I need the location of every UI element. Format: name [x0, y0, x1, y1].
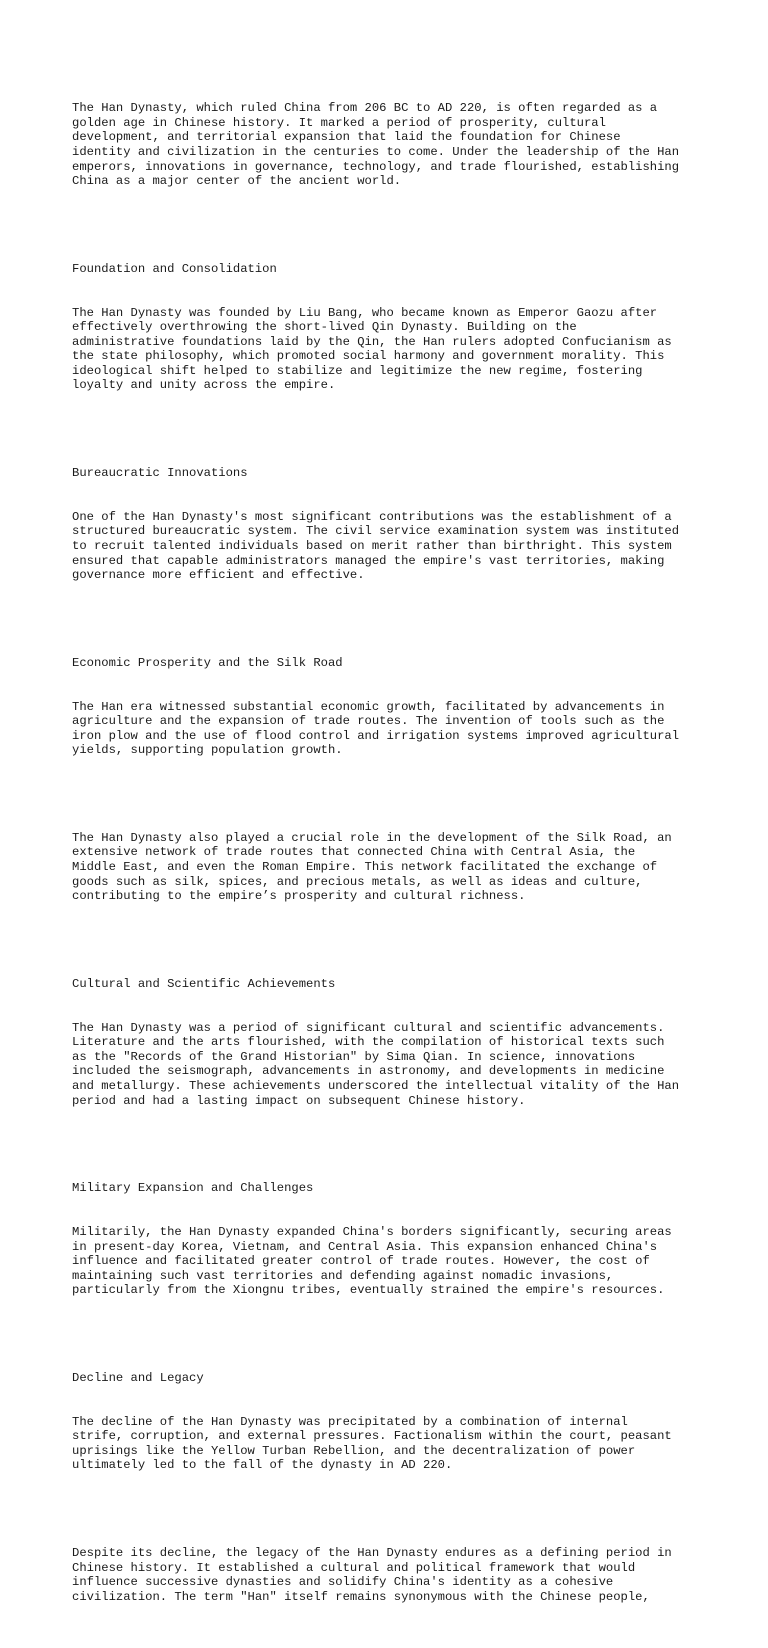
section-foundation — [72, 233, 712, 423]
section-heading: Decline and Legacy — [72, 1370, 204, 1385]
section-heading: Cultural and Scientific Achievements — [72, 976, 336, 991]
section-silk-road — [72, 802, 712, 933]
section-decline — [72, 1342, 712, 1503]
section-heading: Foundation and Consolidation — [72, 261, 277, 276]
section-text: Militarily, the Han Dynasty expanded China's borders significantly, securing areas in present-day Korea, Vietnam, and Central Asia. This expansion enhanced China's influence and facilitated greater control of trade routes. However, the cost of maintaining such vast territories and defending against nomadic invasions, particularly from the Xiongnu tribes, eventually strained the empire's resources. — [72, 1224, 672, 1298]
section-legacy — [72, 1517, 712, 1634]
section-culture — [72, 948, 712, 1138]
section-economy — [72, 627, 712, 788]
section-text: The Han Dynasty was a period of significant cultural and scientific advancements. Literature and the arts flourished, with the compilation of historical texts such as the "Records of the Grand Historian" by Sima Qian. In science, innovations included the seismograph, advancements in astronomy, and developments in medicine and metallurgy. These achievements underscored the intellectual vitality of the Han period and had a lasting impact on subsequent Chinese history. — [72, 1020, 680, 1108]
section-text: The Han Dynasty also played a crucial role in the development of the Silk Road, an extensive network of trade routes that connected China with Central Asia, the Middle East, and even the Roman Empire. This network facilitated the exchange of goods such as silk, spices, and precious metals, as well as ideas and culture, contributing to the empire’s prosperity and cultural richness. — [72, 830, 672, 904]
section-heading: Military Expansion and Challenges — [72, 1181, 314, 1196]
section-heading: Economic Prosperity and the Silk Road — [72, 655, 343, 670]
section-text: One of the Han Dynasty's most significant contributions was the establishment of a structured bureaucratic system. The civil service examination system was instituted to recruit talented individuals based on merit rather than birthright. This system ensured that capable administrators managed the empire's vast territories, making governance more efficient and effective. — [72, 509, 680, 583]
section-text: The decline of the Han Dynasty was precipitated by a combination of internal strife, corruption, and external pressures. Factionalism within the court, peasant uprisings like the Yellow Turban Rebellion, and the decentralization of power ultimately led to the fall of the dynasty in AD 220. — [72, 1414, 672, 1473]
section-text: The Han Dynasty was founded by Liu Bang, who became known as Emperor Gaozu after effectively overthrowing the short-lived Qin Dynasty. Building on the administrative foundations laid by the Qin, the Han rulers adopted Confucianism as the state philosophy, which promoted social harmony and government morality. This ideological shift helped to stabilize and legitimize the new regime, fostering loyalty and unity across the empire. — [72, 305, 672, 393]
document-page — [72, 72, 712, 1648]
section-military — [72, 1152, 712, 1327]
section-text: The Han era witnessed substantial economic growth, facilitated by advancements in agriculture and the expansion of trade routes. The invention of tools such as the iron plow and the use of flood control and irrigation systems improved agricultural yields, supporting population growth. — [72, 699, 680, 758]
section-bureaucracy — [72, 437, 712, 612]
intro-paragraph — [72, 72, 712, 218]
section-text: Despite its decline, the legacy of the Han Dynasty endures as a defining period in Chinese history. It established a cultural and political framework that would influence successive dynasties and solidify China's identity as a cohesive civilization. The term "Han" itself remains synonymous with the Chinese people, — [72, 1545, 672, 1604]
section-heading: Bureaucratic Innovations — [72, 466, 248, 481]
intro-text: The Han Dynasty, which ruled China from 206 BC to AD 220, is often regarded as a golden age in Chinese history. It marked a period of prosperity, cultural development, and territorial expansion that laid the foundation for Chinese identity and civilization in the centuries to come. Under the leadership of the Han emperors, innovations in governance, technology, and trade flourished, establishing China as a major center of the ancient world. — [72, 101, 680, 189]
